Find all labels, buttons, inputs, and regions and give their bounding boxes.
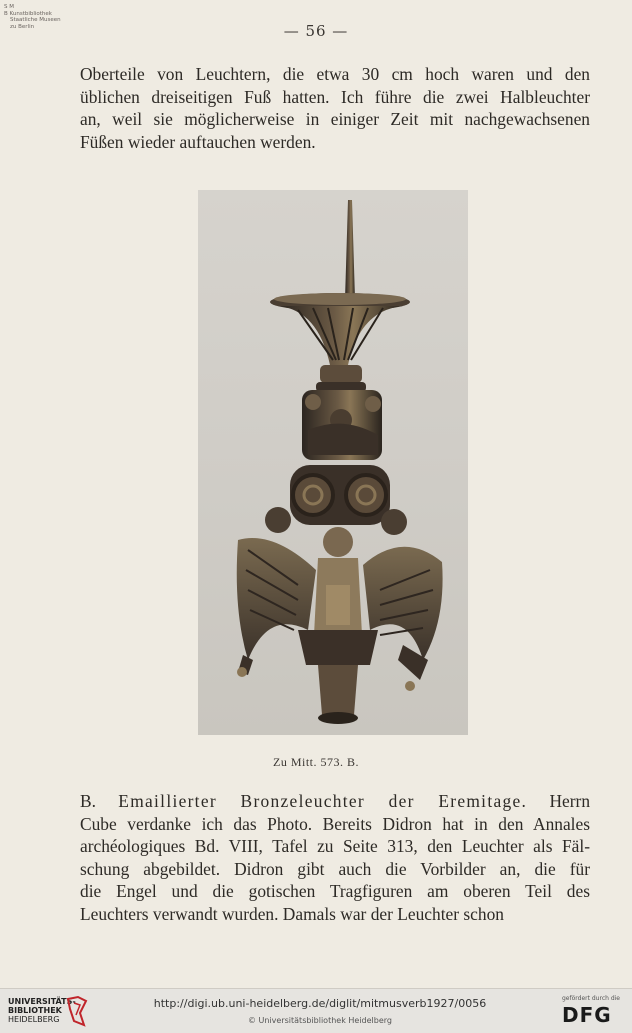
funding-note: gefördert durch die (562, 995, 620, 1002)
text-line: Füßen wieder auftauchen werden. (80, 131, 316, 152)
heidelberg-logo-icon (66, 995, 88, 1027)
text-line: Cube verdanke ich das Photo. Bereits Didron hat in den Annales (80, 813, 590, 834)
copyright-notice: © Universitätsbibliothek Heidelberg (247, 1016, 392, 1025)
stamp-line: S M (4, 4, 14, 10)
text-line (80, 790, 590, 813)
text-line: Oberteile von Leuchtern, die etwa 30 cm hoch waren und den (80, 64, 590, 84)
text-line: archéologiques Bd. VIII, Tafel zu Seite 313, den Leuchter als Fäl- (80, 836, 590, 856)
text-line: üblichen dreiseitigen Fuß hatten. Ich führe die zwei Halbleuchter (80, 86, 590, 107)
paragraph-bottom (80, 790, 590, 925)
viewer-footer (0, 988, 632, 1033)
dfg-logo[interactable]: DFG (562, 1003, 612, 1027)
logo-text: BIBLIOTHEK (8, 1006, 62, 1015)
section-heading: Emaillierter Bronzeleuchter der Eremitage. (118, 791, 528, 811)
text-line: an, weil sie möglicherweise in einiger Zeit mit nachgewachsenen (80, 109, 590, 129)
stamp-line: B Kunstbibliothek (4, 10, 52, 17)
logo-text: HEIDELBERG (8, 1015, 60, 1024)
stamp-line: zu Berlin (10, 23, 35, 30)
page-number: — 56 — (283, 22, 349, 40)
photo-caption: Zu Mitt. 573. B. (272, 755, 359, 769)
candlestick-photograph (198, 190, 468, 735)
text-line: Leuchters verwandt wurden. Damals war der Leuchter schon (80, 903, 504, 924)
paragraph-top (80, 63, 590, 153)
section-label: B. (80, 791, 119, 811)
candlestick-illustration (198, 190, 468, 735)
text-fragment: Herrn (527, 791, 591, 811)
text-line: schung abgebildet. Didron gibt auch die Vorbilder an, die für (80, 858, 590, 879)
permalink-url[interactable]: http://digi.ub.uni-heidelberg.de/diglit/mitmusverb1927/0056 (153, 997, 487, 1010)
logo-text: UNIVERSITÄTS- (8, 997, 76, 1006)
stamp-line: Staatliche Museen (10, 17, 61, 23)
text-line: die Engel und die gotischen Tragfiguren am oberen Teil des (80, 881, 590, 901)
